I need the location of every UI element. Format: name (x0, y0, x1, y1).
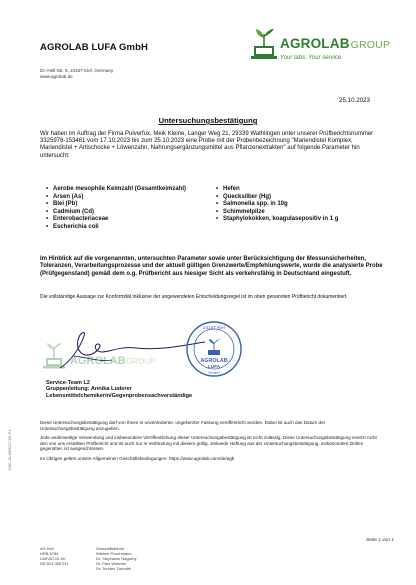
parameter-label: Salmonella spp. in 10g (223, 201, 288, 208)
logo-tagline: Your labs. Your service. (280, 55, 343, 61)
faded-logo-group: GROUP (126, 357, 156, 366)
stamp-bottom-text: GmbH (208, 370, 220, 375)
document-id: DOC-19-1865327-DE-P1 (8, 429, 12, 470)
document-title: Untersuchungsbestätigung (158, 116, 258, 125)
parameter-label: Cadmium (Cd) (53, 208, 94, 215)
faded-logo-mark (43, 343, 155, 369)
stamp-name: AGROLAB (200, 358, 228, 364)
conclusion-paragraph: Im Hinblick auf die vorgenannten, untersuchten Parameter sowie unter Berücksichtigung der Messunsicherheiten, Toleranzen, Verarbeitungsprozesse und der aktuell gültigen Grenzwerte/Empfehlungswerte, wurde die analysierte Probe (Prüfgegenstand) gemäß dem o.g. Prüfbericht aus hiesiger Sicht als verkehrsfähig in Deutschland eingestuft. (40, 256, 383, 277)
parameter-column-right (216, 186, 338, 224)
parameter-item (46, 201, 186, 209)
signer-block (46, 380, 192, 399)
logo-name: AGROLAB (280, 36, 350, 51)
address-line: Dr.-Hell-Str. 6, 24107 Kiel, Germany (40, 68, 114, 73)
company-name: AGROLAB LUFA GmbH (40, 42, 148, 53)
parameter-label: Arsen (As) (53, 193, 84, 200)
legal-notes (40, 420, 380, 466)
signer-role: Lebensmittelchemikerin/Gegenprobensachverständige (46, 392, 193, 399)
bullet-icon: • (216, 216, 219, 223)
parameter-label: Enterobacteriaceae (53, 216, 109, 223)
footer-line: Dr. Stephanie Nagorny (96, 556, 137, 561)
signer-team: Service-Team L2 (46, 380, 91, 386)
footer-line: Dr. Paul Wimmer (96, 561, 127, 566)
footer-line: AG Kiel (40, 546, 54, 551)
parameter-column-left (46, 186, 186, 232)
company-stamp (185, 320, 243, 378)
parameter-item (46, 224, 186, 232)
note-paragraph: Diese Untersuchungsbestätigung darf von Ihnen in unveränderter, ungekürzter Fassung veröffentlicht werden. Dabei ist auch das Datum der Untersuchungsbestätigung anzugeben. (40, 420, 326, 431)
signer-lead: Gruppenleitung: Annika Luderer (46, 386, 132, 393)
logo-group: GROUP (350, 39, 391, 51)
logo-wordmark (280, 36, 390, 51)
bullet-icon: • (46, 216, 49, 223)
parameter-item (46, 194, 186, 202)
bullet-icon: • (46, 193, 49, 200)
parameter-label: Quecksilber (Hg) (223, 193, 272, 200)
parameter-label: Escherichia coli (53, 223, 99, 230)
parameter-label: Schimmelpilze (223, 208, 265, 215)
footer-line: DE 813 356 511 (40, 561, 69, 566)
footer-line: HRB 5786 (40, 551, 59, 556)
parameter-label: Blei (Pb) (53, 201, 78, 208)
parameter-label: Staphylokokken, koagulasepositiv in 1 g (223, 216, 339, 223)
document-date: 25.10.2023 (339, 97, 370, 104)
bullet-icon: • (46, 208, 49, 215)
bullet-icon: • (216, 193, 219, 200)
parameter-item (46, 209, 186, 217)
parameter-item (216, 194, 338, 202)
intro-paragraph: Wir haben im Auftrag der Firma Pulverfux, Meik Kleine, Langer Weg 21, 29339 Wathlingen unter unserer Prüfberichtsnummer 3325978-153461 vom 17.10.2023 bis zum 25.10.2023 eine Probe mit der Probenbezeichnung "Mariendistel Komplex, Mariendistel + Artischocke + Löwenzahn, Nahrungsergänzungsmittel aus Pflanzenextrakten" auf folgende Parameter hin untersucht: (40, 131, 374, 159)
company-address (40, 68, 113, 81)
bullet-icon: • (216, 201, 219, 208)
agrolab-logo (250, 22, 400, 70)
parameter-item (216, 209, 338, 217)
note-paragraph: Jede anderweitige Verwendung und insbesondere Veröffentlichung dieser Untersuchungsbestätigung ist nicht zulässig. Diese Untersuchungsbestätigung ersetzt nicht den von uns erstellten Prüfbericht und ist auch nur in Verbindung mit diesem gültig. Jedwede Haftung aus der Untersuchungsbestätigung, insbesondere Dritten gegenüber, ist ausgeschlossen. (40, 435, 377, 452)
footer-line: Wiebke Puschmann (96, 551, 132, 556)
footer-line: Ust/VAT-ID-Nr: (40, 556, 67, 561)
parameter-label: Aerobe mesophile Keimzahl (Gesamtkeimzahl) (53, 186, 187, 192)
page-number: Seite 1 von 1 (365, 538, 394, 543)
laptop-plant-icon (250, 28, 278, 62)
bullet-icon: • (216, 186, 219, 192)
bullet-icon: • (216, 208, 219, 215)
conformity-paragraph: Die vollständige Aussage zur Konformität inklusive der angewendeten Entscheidungsregel ist im oben genannten Prüfbericht dokumentiert. (40, 294, 348, 300)
footer-registry (40, 546, 69, 566)
stamp-top-text: 24107 Kiel (203, 325, 225, 330)
parameter-item (46, 216, 186, 224)
parameter-item (216, 216, 338, 224)
footer-line: Dr. Torsten Zurmühl (96, 566, 132, 571)
stamp-sub: LUFA (207, 365, 221, 370)
bullet-icon: • (46, 186, 49, 192)
website-line: www.agrolab.de (40, 74, 73, 80)
parameter-label: Hefen (223, 186, 240, 192)
bullet-icon: • (46, 223, 49, 230)
note-paragraph: Im Übrigen gelten unsere Allgemeinen Geschäftsbedingungen: https://www.agrolab.com/de/agb (40, 455, 235, 461)
bullet-icon: • (46, 201, 49, 208)
faded-logo-wordmark: AGROLAB (70, 355, 126, 367)
parameter-item (216, 201, 338, 209)
footer-line: Geschäftsführer (96, 546, 125, 551)
footer-management (96, 546, 136, 571)
parameter-item (216, 186, 338, 194)
parameter-item (46, 186, 186, 194)
